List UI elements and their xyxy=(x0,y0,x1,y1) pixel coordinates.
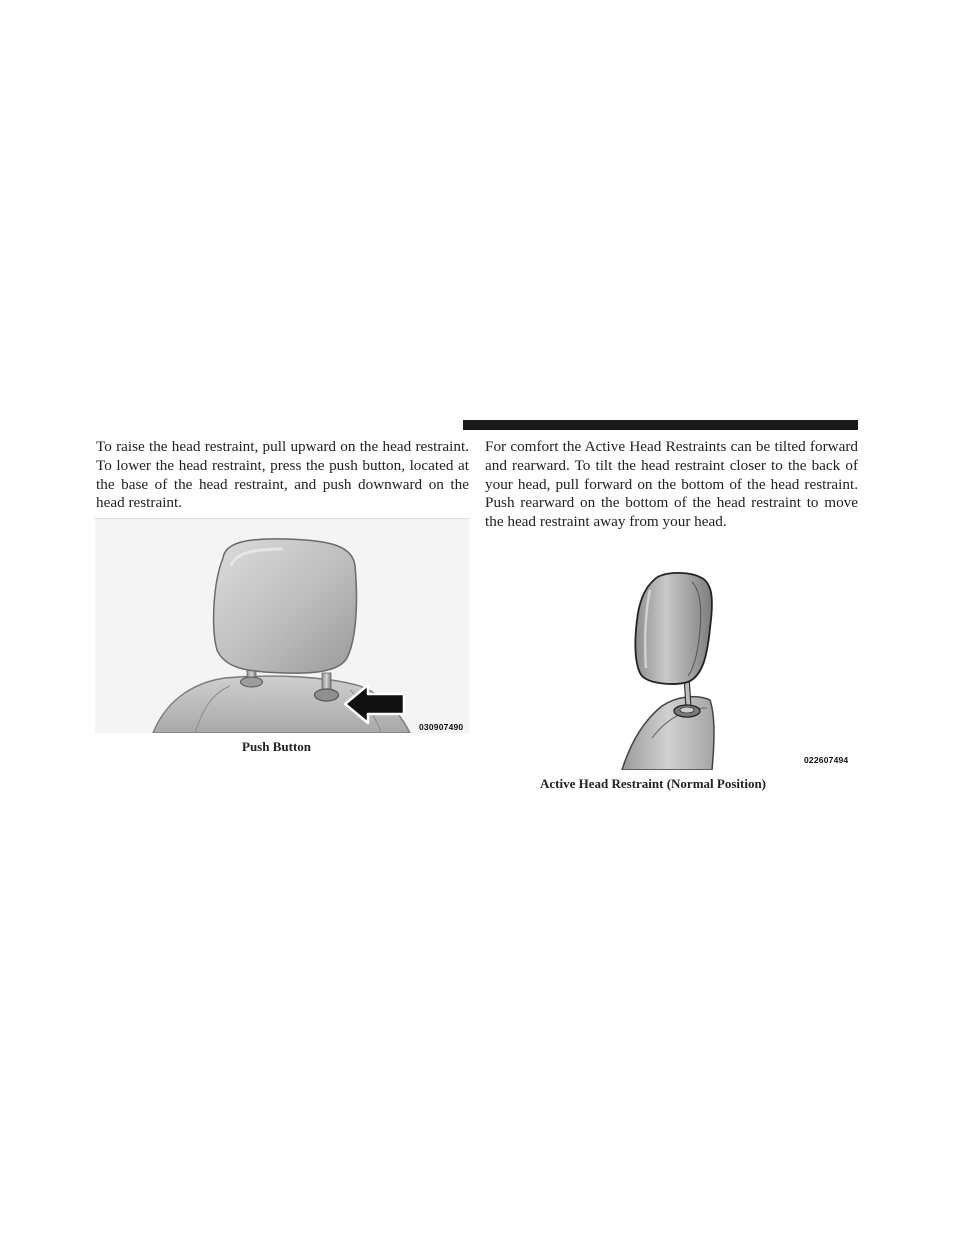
section-header-bar xyxy=(463,420,858,430)
push-button-figure xyxy=(95,518,469,733)
active-head-restraint-figure xyxy=(592,568,858,770)
figure-caption: Push Button xyxy=(242,739,311,754)
figure-code: 022607494 xyxy=(804,755,849,765)
active-head-restraint-illustration xyxy=(592,568,858,770)
right-column xyxy=(485,438,858,532)
left-column xyxy=(96,438,469,513)
figure-code: 030907490 xyxy=(419,722,464,732)
head-restraint-illustration xyxy=(95,518,469,733)
head-restraint-adjust-paragraph: To raise the head restraint, pull upward on the head restraint. To lower the head restraint, press the push button, located at the base of the head restraint, and push downward on the head restraint. xyxy=(96,438,469,512)
figure-caption: Active Head Restraint (Normal Position) xyxy=(540,776,767,791)
active-head-restraint-paragraph: For comfort the Active Head Restraints can be tilted forward and rearward. To tilt the head restraint closer to the back of your head, pull forward on the bottom of the head restraint. Push rearward on the bottom of the head restraint to move the head restraint away from your head. xyxy=(485,438,858,531)
